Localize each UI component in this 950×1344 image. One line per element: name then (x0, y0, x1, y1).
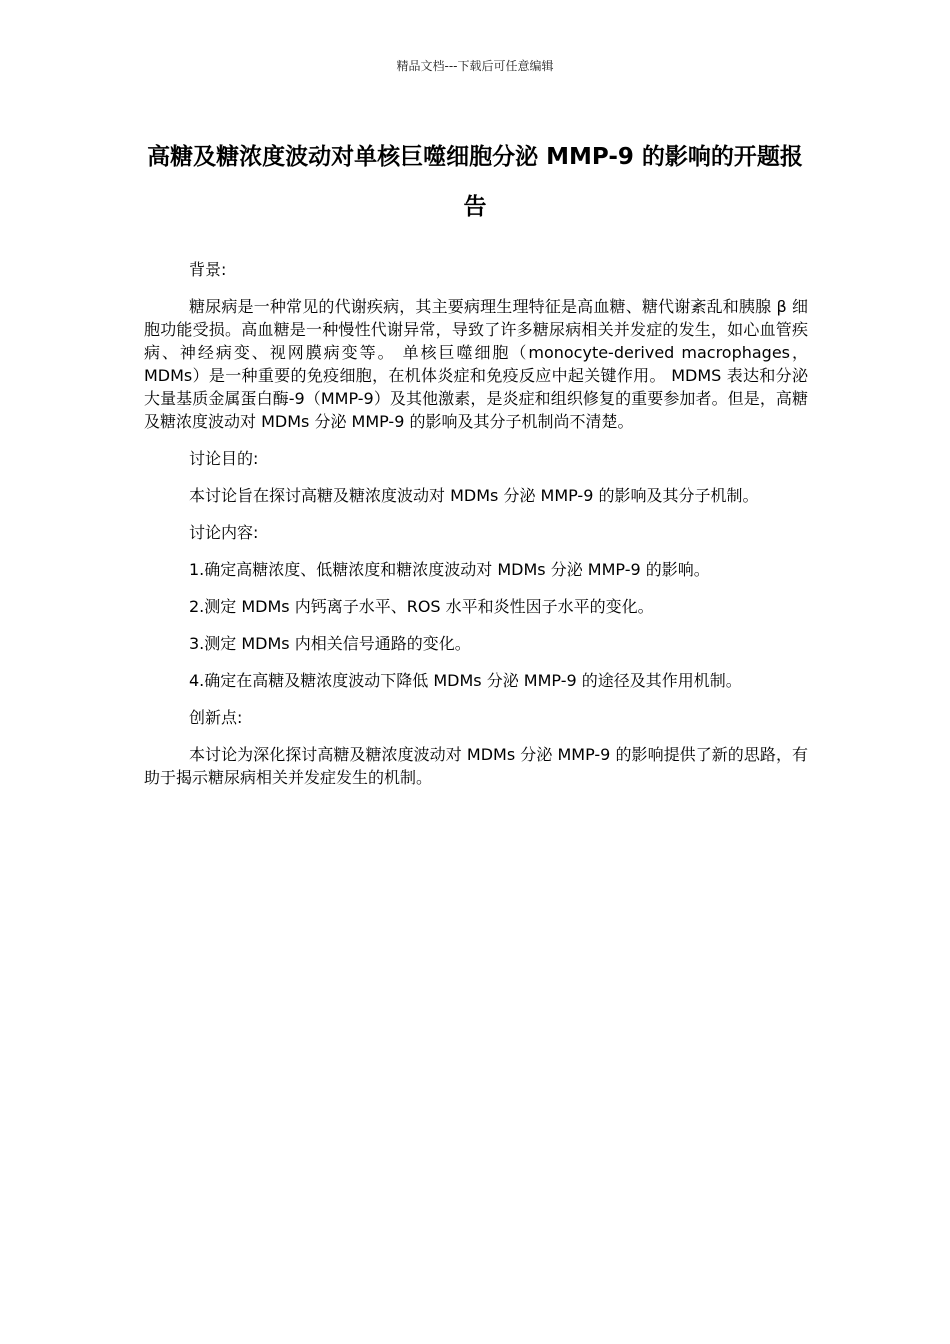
document-title: 高糖及糖浓度波动对单核巨噬细胞分泌 MMP-9 的影响的开题报告 (147, 144, 803, 220)
content-item-4: 4.确定在高糖及糖浓度波动下降低 MDMs 分泌 MMP-9 的途径及其作用机制。 (189, 671, 742, 690)
content-item-2: 2.测定 MDMs 内钙离子水平、ROS 水平和炎性因子水平的变化。 (189, 597, 654, 616)
content-heading: 讨论内容: (189, 523, 259, 542)
purpose-heading: 讨论目的: (189, 449, 259, 468)
header-note: 精品文档---下载后可任意编辑 (396, 59, 554, 73)
innovation-heading: 创新点: (189, 708, 243, 727)
content-item-3: 3.测定 MDMs 内相关信号通路的变化。 (189, 634, 471, 653)
document-body (144, 258, 808, 803)
content-item-1: 1.确定高糖浓度、低糖浓度和糖浓度波动对 MDMs 分泌 MMP-9 的影响。 (189, 560, 710, 579)
innovation-paragraph: 本讨论为深化探讨高糖及糖浓度波动对 MDMs 分泌 MMP-9 的影响提供了新的思路，有助于揭示糖尿病相关并发症发生的机制。 (144, 745, 808, 787)
purpose-paragraph: 本讨论旨在探讨高糖及糖浓度波动对 MDMs 分泌 MMP-9 的影响及其分子机制。 (189, 486, 759, 505)
background-heading: 背景: (189, 260, 227, 279)
background-paragraph: 糖尿病是一种常见的代谢疾病，其主要病理生理特征是高血糖、糖代谢紊乱和胰腺 β 细胞功能受损。高血糖是一种慢性代谢异常，导致了许多糖尿病相关并发症的发生，如心血管疾病、神经病变、视网膜病变等。 单核巨噬细胞（monocyte-derived macrophages，MDMs）是一种重要的免疫细胞，在机体炎症和免疫反应中起关键作用。 MDMS 表达和分泌大量基质金属蛋白酶-9（MMP-9）及其他激素，是炎症和组织修复的重要参加者。但是，高糖及糖浓度波动对 MDMs 分泌 MMP-9 的影响及其分子机制尚不清楚。 (144, 297, 808, 431)
